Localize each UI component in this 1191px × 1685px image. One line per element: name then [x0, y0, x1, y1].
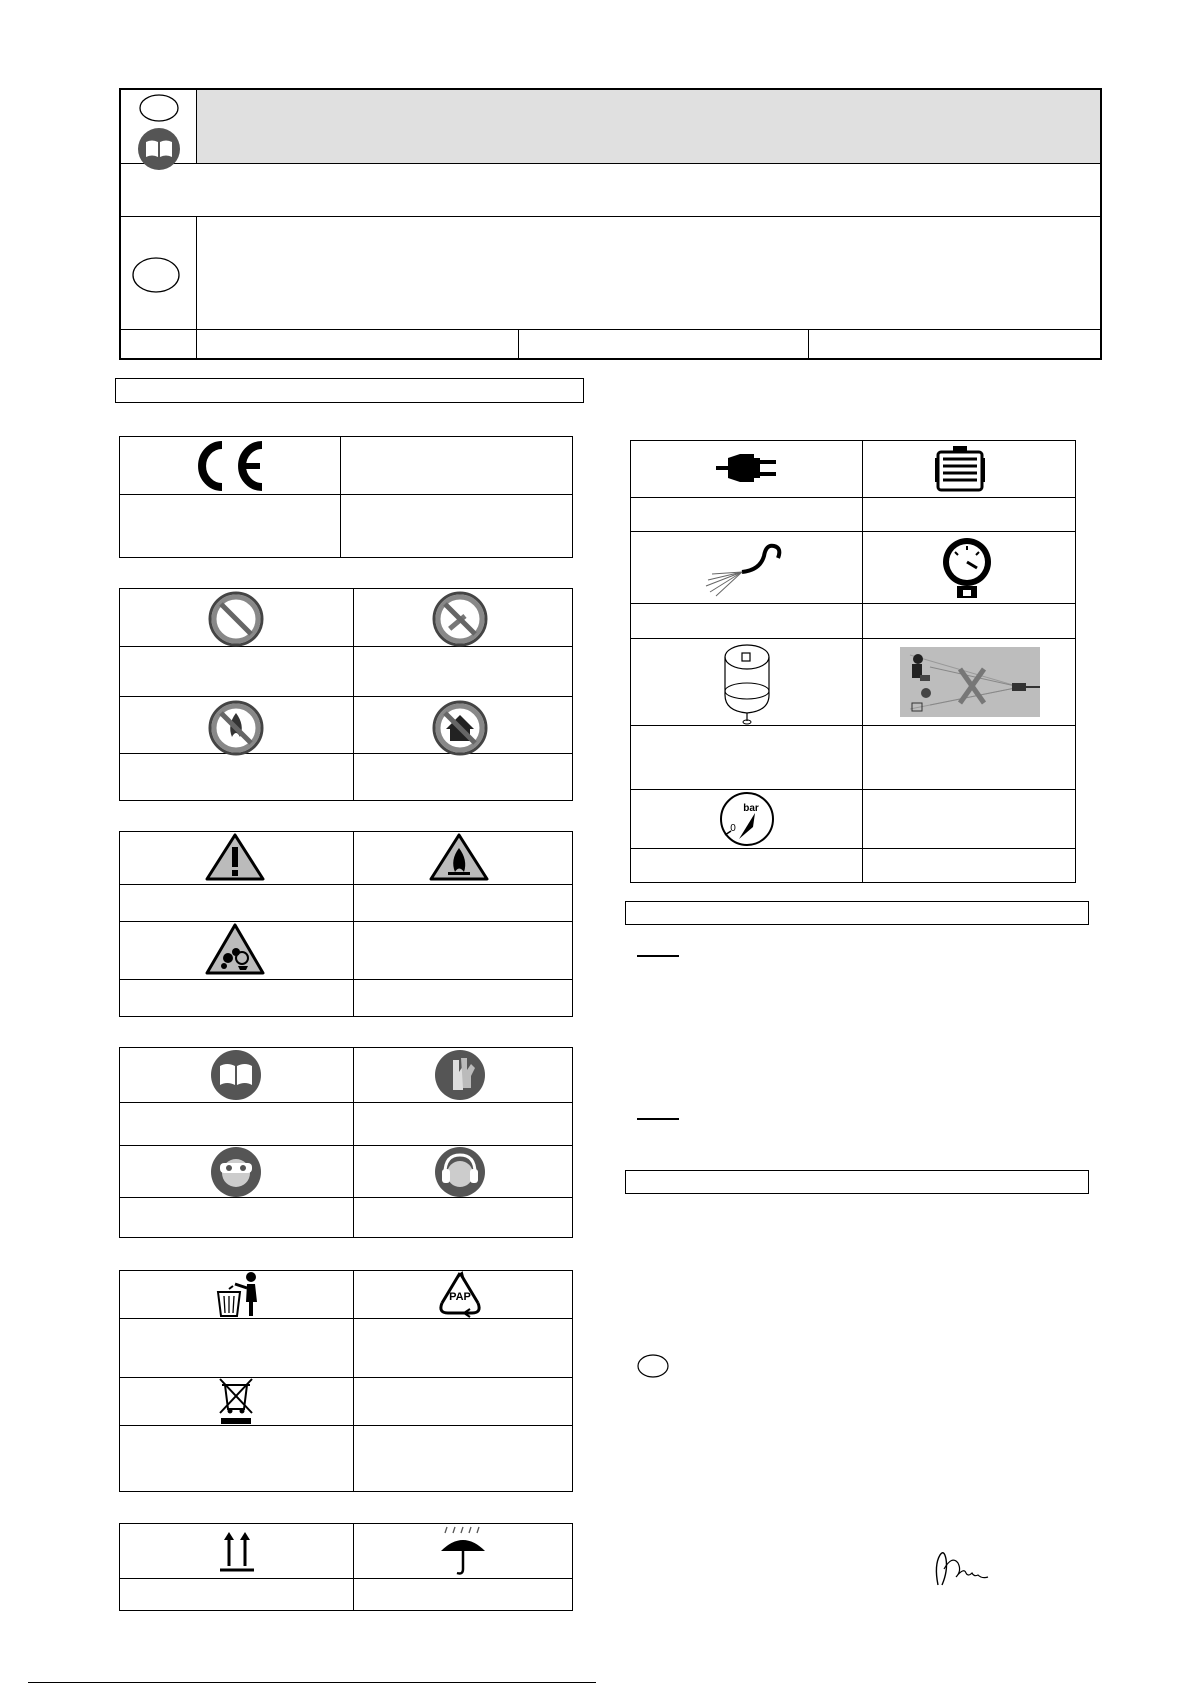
right-section-title-1: [625, 901, 1089, 925]
gloves-icon: [433, 1048, 487, 1102]
warning-table: [119, 831, 573, 1017]
goggles-icon: [209, 1145, 263, 1199]
gauge-zero-label: 0: [730, 823, 736, 834]
ear-protection-icon: [433, 1145, 487, 1199]
underline-mark-2: [637, 1118, 679, 1120]
explosion-warning-icon: [204, 922, 266, 976]
no-smoking-icon: [431, 590, 489, 648]
read-manual-icon: [136, 126, 182, 172]
no-open-flame-icon: [207, 699, 265, 757]
header-title-band: [197, 88, 1101, 163]
disposal-table: [119, 1270, 573, 1492]
language-badge-2: [131, 255, 181, 295]
flammable-icon: [428, 832, 490, 882]
language-badge-3: [636, 1353, 670, 1379]
underline-mark-1: [637, 955, 679, 957]
keep-dry-icon: [437, 1525, 489, 1577]
weee-bin-icon: [216, 1377, 256, 1425]
no-sign-icon: [207, 590, 265, 648]
gauge-bar-label: bar: [743, 803, 759, 814]
language-badge: [138, 93, 180, 123]
spray-danger-photo-icon: [900, 647, 1040, 717]
paper-recycle-icon: [432, 1269, 488, 1319]
ce-table: [119, 436, 573, 558]
this-way-up-icon: [217, 1528, 257, 1574]
manometer-icon: [939, 536, 995, 600]
footer-rule: [28, 1682, 596, 1683]
prohibition-table: [119, 588, 573, 801]
bar-gauge-icon: [717, 791, 777, 847]
no-indoor-icon: [431, 699, 489, 757]
signature: [930, 1545, 1000, 1591]
packaging-table: [119, 1523, 573, 1611]
spray-lance-icon: [702, 536, 792, 600]
recycle-label: PAP: [449, 1291, 471, 1303]
vacuum-unit-icon: [720, 641, 774, 725]
plug-icon: [714, 446, 778, 490]
ce-mark-icon: [192, 437, 268, 495]
tidyman-icon: [213, 1270, 265, 1318]
right-section-title-2: [625, 1170, 1089, 1194]
warning-icon: [204, 832, 266, 882]
read-manual-icon: [209, 1048, 263, 1102]
motor-icon: [935, 444, 985, 494]
ppe-table: [119, 1047, 573, 1238]
left-section-title: [115, 378, 584, 403]
